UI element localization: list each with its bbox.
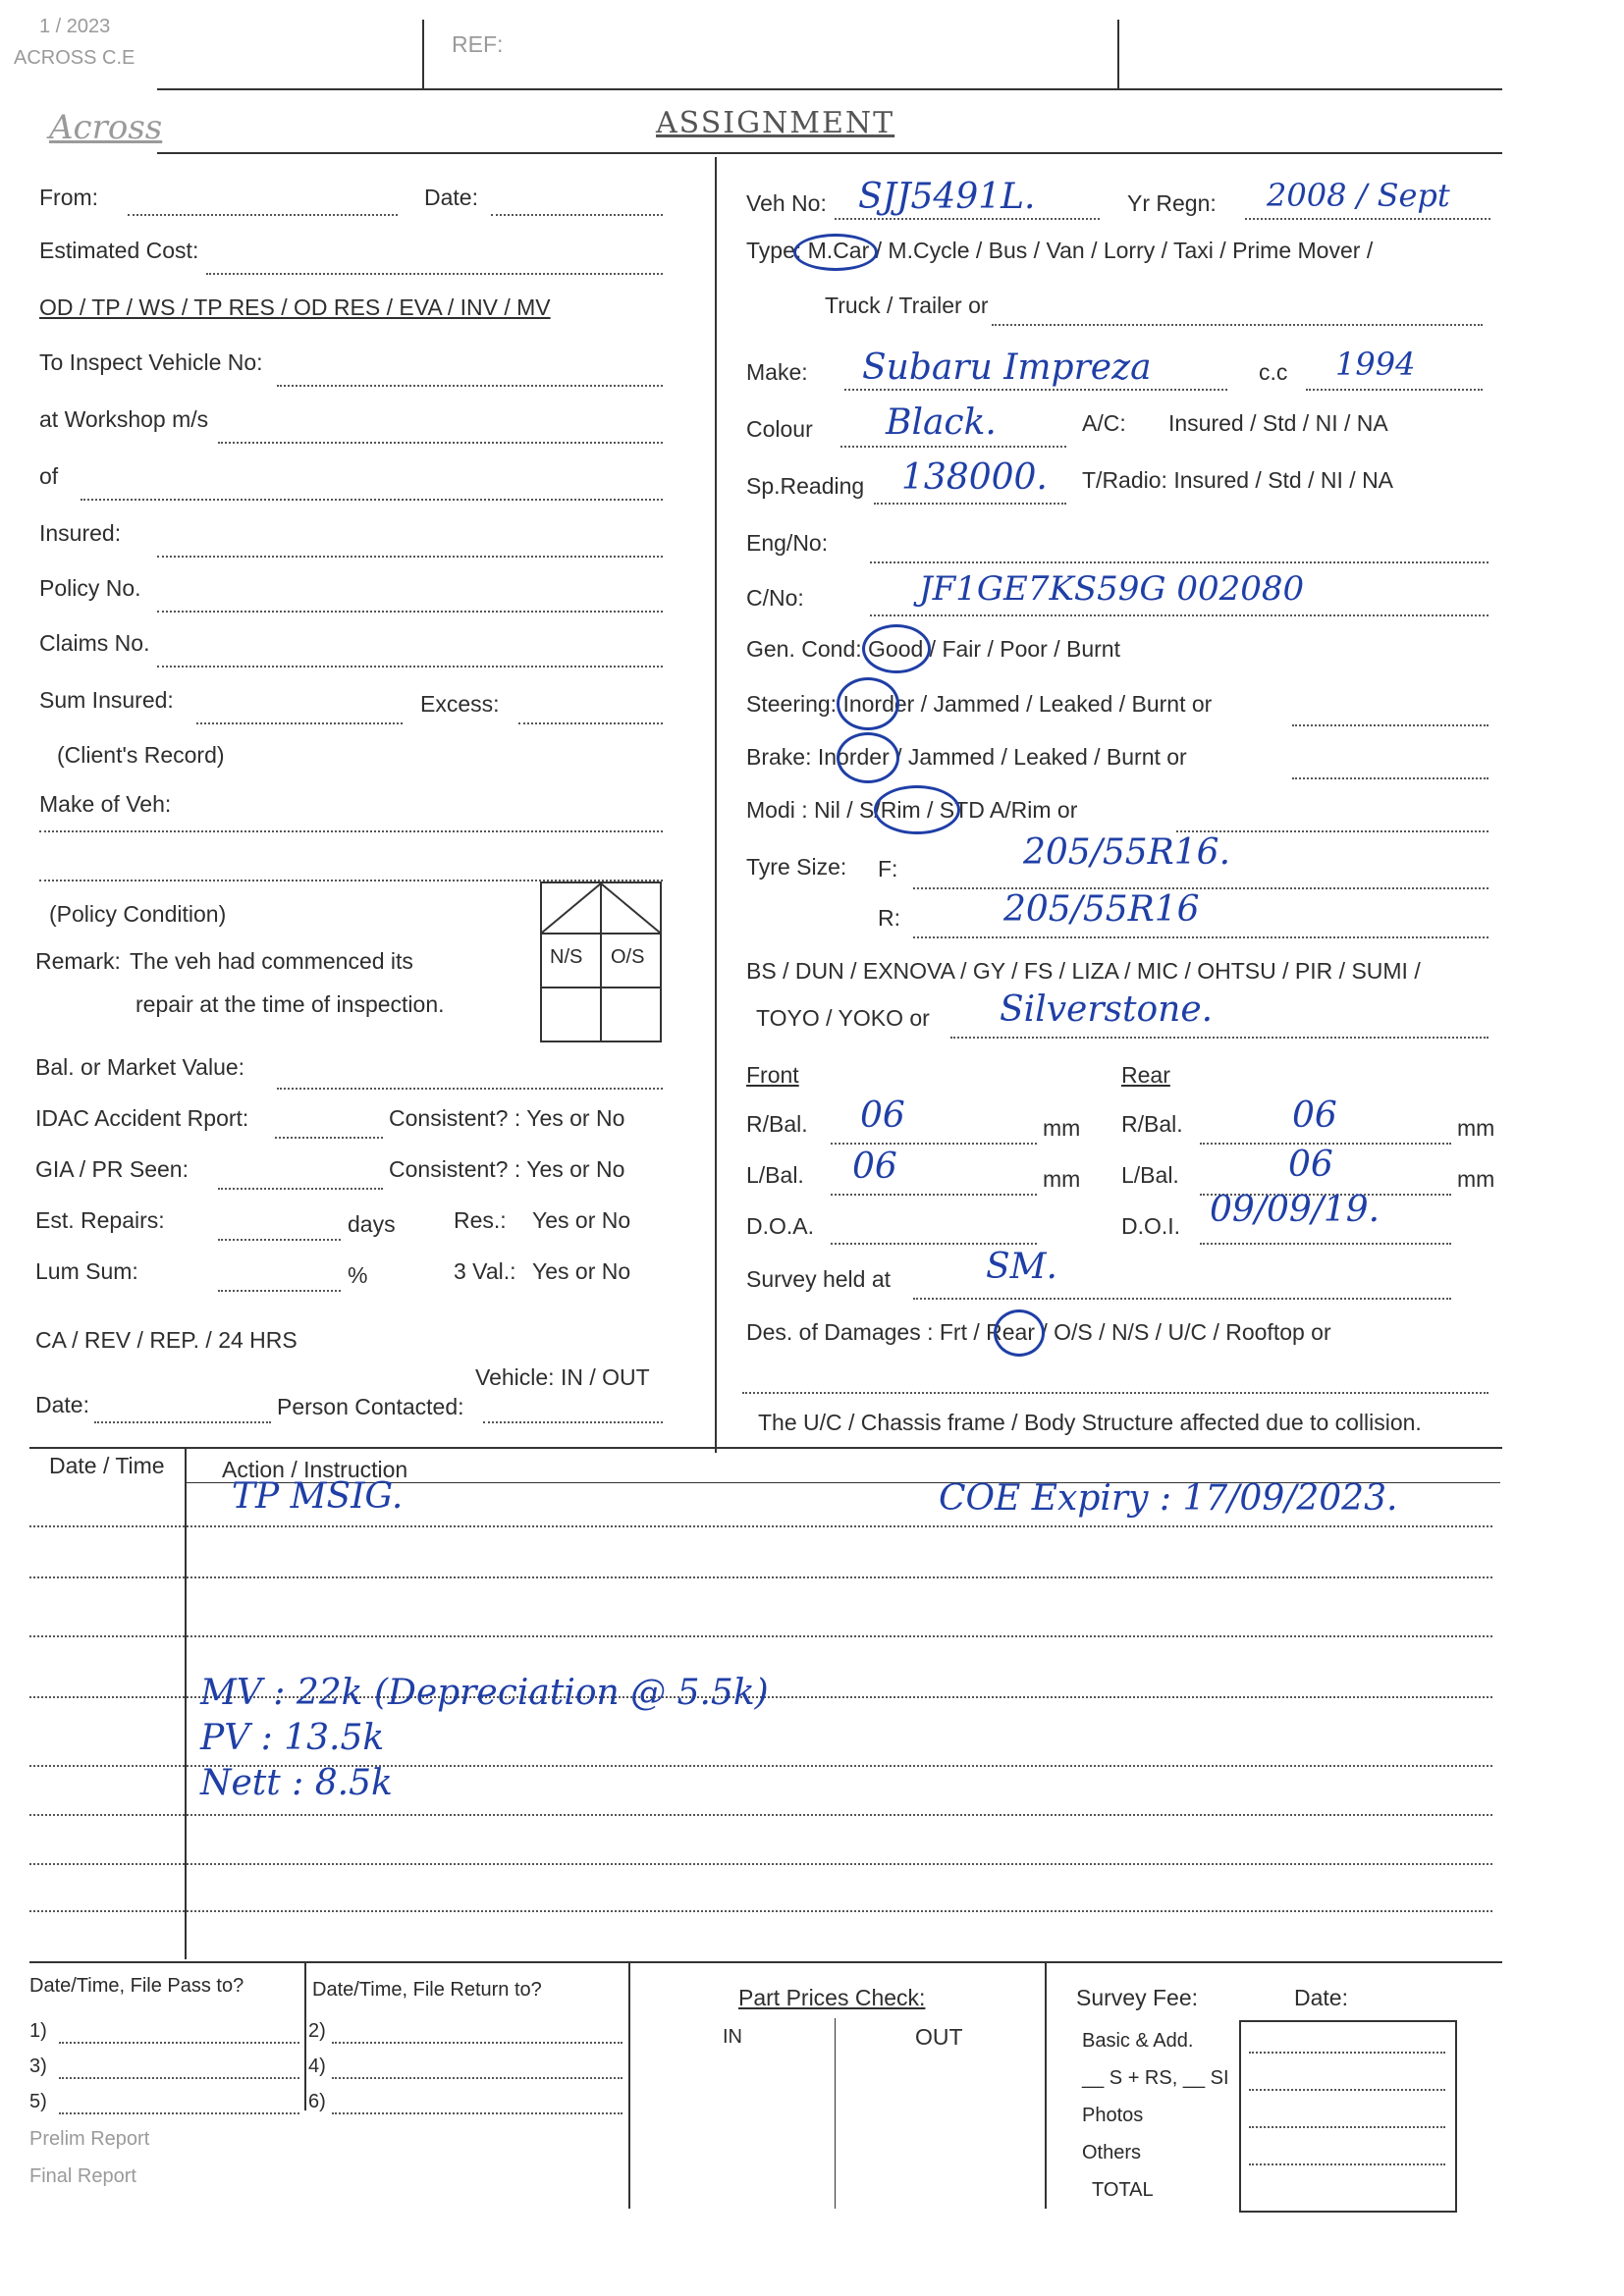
title-rule	[157, 152, 1502, 154]
log-entry-tp-msig: TP MSIG.	[232, 1476, 404, 1517]
cc-label: c.c	[1259, 359, 1288, 385]
vehicle-type-options: Type: M.Car / M.Cycle / Bus / Van / Lorry / Taxi / Prime Mover /	[746, 238, 1374, 263]
claims-no-field[interactable]	[157, 666, 663, 667]
ac-label: A/C:	[1082, 410, 1126, 436]
yr-regn-field	[1245, 218, 1490, 220]
rear-lbal-label: L/Bal.	[1121, 1162, 1179, 1188]
front-lbal-label: L/Bal.	[746, 1162, 804, 1188]
truck-trailer-field[interactable]	[992, 324, 1483, 326]
front-rbal-mm: mm	[1043, 1115, 1081, 1141]
yr-regn-value[interactable]: 2008 / Sept	[1267, 177, 1450, 214]
fee-line-1[interactable]	[1249, 2052, 1445, 2054]
sum-insured-field[interactable]	[196, 722, 403, 724]
log-entry-mv: MV : 22k (Depreciation @ 5.5k)	[200, 1673, 769, 1713]
tyre-rear-label: R:	[878, 905, 900, 931]
fee-others: Others	[1082, 2142, 1142, 2163]
remark-line-1: The veh had commenced its	[130, 948, 413, 974]
front-heading: Front	[746, 1062, 799, 1088]
part-prices-in: IN	[723, 2026, 742, 2048]
column-divider	[715, 157, 717, 1453]
tradio-options: T/Radio: Insured / Std / NI / NA	[1082, 467, 1394, 493]
ca-rev-options: CA / REV / REP. / 24 HRS	[35, 1327, 298, 1353]
tyre-front-value[interactable]: 205/55R16.	[1023, 832, 1231, 873]
modi-options: Modi : Nil / S/Rim / STD A/Rim or	[746, 797, 1078, 823]
return-2: 2)	[308, 2020, 326, 2042]
workshop-label: at Workshop m/s	[39, 406, 209, 432]
doi-field	[1200, 1243, 1451, 1245]
log-line-1[interactable]	[29, 1525, 1492, 1527]
tyre-brand-field	[950, 1037, 1489, 1039]
rear-rbal-value[interactable]: 06	[1292, 1095, 1337, 1136]
rear-lbal-mm: mm	[1457, 1166, 1495, 1192]
doa-label: D.O.A.	[746, 1213, 815, 1239]
make-of-veh-label: Make of Veh:	[39, 791, 172, 817]
ac-options: Insured / Std / NI / NA	[1168, 410, 1388, 436]
return-4-field[interactable]	[332, 2077, 623, 2079]
val3-label: 3 Val.:	[454, 1258, 516, 1284]
assignment-codes: OD / TP / WS / TP RES / OD RES / EVA / INV / MV	[39, 294, 551, 320]
pass-5: 5)	[29, 2091, 47, 2112]
gia-label: GIA / PR Seen:	[35, 1156, 189, 1182]
from-field[interactable]	[128, 214, 398, 216]
sp-reading-value[interactable]: 138000.	[901, 457, 1048, 498]
rear-rbal-mm: mm	[1457, 1115, 1495, 1141]
person-contacted-label: Person Contacted:	[277, 1394, 464, 1419]
pass-3-field[interactable]	[59, 2077, 299, 2079]
lum-sum-field[interactable]	[218, 1290, 341, 1292]
fee-total: TOTAL	[1092, 2179, 1154, 2201]
gen-cond-good-circle	[862, 624, 931, 673]
date2-field[interactable]	[94, 1421, 271, 1423]
header-divider-left	[422, 20, 424, 88]
colour-value[interactable]: Black.	[886, 402, 997, 443]
log-entry-pv: PV : 13.5k	[200, 1718, 385, 1758]
estimated-cost-label: Estimated Cost:	[39, 238, 199, 263]
rear-lbal-value[interactable]: 06	[1288, 1145, 1333, 1185]
gia-field[interactable]	[218, 1188, 383, 1190]
os-label: O/S	[611, 946, 645, 968]
policy-no-label: Policy No.	[39, 575, 141, 601]
brake-other-field[interactable]	[1292, 777, 1489, 779]
damage-options: Des. of Damages : Frt / Rear / O/S / N/S / U/C / Rooftop or	[746, 1319, 1331, 1345]
final-report-label: Final Report	[29, 2165, 136, 2187]
footer-divider-2	[628, 1963, 630, 2209]
front-lbal-field	[831, 1194, 1037, 1196]
part-prices-out: OUT	[915, 2024, 963, 2050]
res-yes-no: Yes or No	[532, 1207, 631, 1233]
idac-field[interactable]	[275, 1137, 383, 1139]
damage-other-field[interactable]	[742, 1392, 1489, 1394]
return-2-field[interactable]	[332, 2042, 623, 2044]
return-4: 4)	[308, 2056, 326, 2077]
idac-label: IDAC Accident Rport:	[35, 1105, 249, 1131]
front-rbal-field	[831, 1143, 1037, 1145]
steering-inorder-circle	[837, 677, 899, 730]
colour-field	[840, 446, 1066, 448]
corner-ref-line1: 1 / 2023	[39, 16, 111, 37]
consistent-2: Consistent? : Yes or No	[389, 1156, 625, 1182]
survey-fee-label: Survey Fee:	[1076, 1985, 1198, 2010]
pass-3: 3)	[29, 2056, 47, 2077]
c-no-value[interactable]: JF1GE7KS59G 002080	[919, 569, 1305, 609]
company-stamp: Across	[49, 108, 163, 147]
fee-photos: Photos	[1082, 2105, 1144, 2126]
of-label: of	[39, 463, 59, 489]
part-prices-divider	[835, 2018, 836, 2209]
log-line-7[interactable]	[29, 1863, 1492, 1865]
date-label: Date:	[424, 185, 478, 210]
bal-market-field[interactable]	[277, 1088, 663, 1090]
pass-5-field[interactable]	[59, 2112, 299, 2114]
file-pass-label: Date/Time, File Pass to?	[29, 1975, 244, 1997]
uc-chassis-text: The U/C / Chassis frame / Body Structure affected due to collision.	[758, 1410, 1422, 1435]
gen-cond-options: Gen. Cond: Good / Fair / Poor / Burnt	[746, 636, 1120, 662]
val3-yes-no: Yes or No	[532, 1258, 631, 1284]
ref-label: REF:	[452, 31, 504, 57]
front-lbal-mm: mm	[1043, 1166, 1081, 1192]
c-no-label: C/No:	[746, 585, 804, 611]
eng-no-field[interactable]	[870, 561, 1489, 563]
toyo-yoko-label: TOYO / YOKO or	[756, 1005, 930, 1031]
tyre-front-field	[913, 887, 1489, 889]
return-6: 6)	[308, 2091, 326, 2112]
steering-options: Steering: Inorder / Jammed / Leaked / Burnt or	[746, 691, 1213, 717]
doi-value[interactable]: 09/09/19.	[1210, 1190, 1380, 1230]
ns-label: N/S	[550, 946, 583, 968]
log-col-action: Action / Instruction	[222, 1457, 408, 1482]
tyre-front-label: F:	[878, 856, 898, 881]
file-return-label: Date/Time, File Return to?	[312, 1979, 542, 2001]
sp-reading-label: Sp.Reading	[746, 473, 865, 499]
header-divider-right	[1117, 20, 1119, 88]
tyre-brand-value[interactable]: Silverstone.	[1000, 989, 1214, 1030]
estimated-cost-field[interactable]	[206, 273, 663, 275]
front-rbal-label: R/Bal.	[746, 1111, 808, 1137]
claims-no-label: Claims No.	[39, 630, 150, 656]
type-mcar-circle	[793, 234, 878, 271]
pass-1: 1)	[29, 2020, 47, 2042]
footer-top-rule	[29, 1961, 1502, 1963]
brake-options: Brake: Inorder / Jammed / Leaked / Burnt or	[746, 744, 1187, 770]
brake-inorder-circle	[837, 732, 899, 783]
log-entry-nett: Nett : 8.5k	[200, 1763, 393, 1803]
sp-reading-field	[874, 503, 1066, 505]
make-label: Make:	[746, 359, 808, 385]
modi-srim-circle	[874, 785, 960, 834]
workshop-field[interactable]	[218, 442, 663, 444]
est-repairs-label: Est. Repairs:	[35, 1207, 165, 1233]
veh-no-label: Veh No:	[746, 190, 827, 216]
front-rbal-value[interactable]: 06	[860, 1095, 905, 1136]
veh-no-value[interactable]: SJJ5491L.	[858, 177, 1036, 217]
date2-label: Date:	[35, 1392, 89, 1417]
sum-insured-label: Sum Insured:	[39, 687, 174, 713]
bal-market-label: Bal. or Market Value:	[35, 1054, 245, 1080]
remark-line-2: repair at the time of inspection.	[135, 991, 445, 1017]
of-field[interactable]	[81, 499, 663, 501]
fee-line-2[interactable]	[1249, 2089, 1445, 2091]
truck-trailer-label: Truck / Trailer or	[825, 293, 989, 318]
res-label: Res.:	[454, 1207, 507, 1233]
vehicle-in-out: Vehicle: IN / OUT	[475, 1364, 650, 1390]
days-label: days	[348, 1211, 396, 1237]
rear-heading: Rear	[1121, 1062, 1170, 1088]
log-line-3[interactable]	[29, 1635, 1492, 1637]
fee-line-4[interactable]	[1249, 2163, 1445, 2165]
clients-record-label: (Client's Record)	[57, 742, 225, 768]
yr-regn-label: Yr Regn:	[1127, 190, 1217, 216]
lum-sum-label: Lum Sum:	[35, 1258, 138, 1284]
return-6-field[interactable]	[332, 2112, 623, 2114]
fee-amount-box[interactable]	[1239, 2020, 1457, 2213]
survey-held-label: Survey held at	[746, 1266, 892, 1292]
make-value[interactable]: Subaru Impreza	[862, 347, 1152, 388]
person-contacted-field[interactable]	[483, 1421, 663, 1423]
header-rule	[157, 88, 1502, 90]
vehicle-roof-icon	[542, 883, 660, 933]
excess-field[interactable]	[518, 722, 663, 724]
inspect-vehicle-label: To Inspect Vehicle No:	[39, 349, 263, 375]
survey-held-field	[913, 1298, 1451, 1300]
log-top-rule	[29, 1447, 1502, 1449]
from-label: From:	[39, 185, 99, 210]
eng-no-label: Eng/No:	[746, 530, 829, 556]
cc-field	[1306, 389, 1483, 391]
footer-divider-3	[1045, 1963, 1047, 2209]
prelim-report-label: Prelim Report	[29, 2128, 150, 2150]
fee-line-3[interactable]	[1249, 2126, 1445, 2128]
rear-rbal-label: R/Bal.	[1121, 1111, 1183, 1137]
policy-no-field[interactable]	[157, 611, 663, 613]
survey-held-value[interactable]: SM.	[986, 1247, 1057, 1287]
veh-no-field	[835, 218, 1100, 220]
fee-basic-add: Basic & Add.	[1082, 2030, 1194, 2052]
insured-field[interactable]	[157, 556, 663, 558]
c-no-field	[870, 614, 1489, 616]
consistent-1: Consistent? : Yes or No	[389, 1105, 625, 1131]
doa-field[interactable]	[831, 1243, 1037, 1245]
colour-label: Colour	[746, 416, 813, 442]
insured-label: Insured:	[39, 520, 122, 546]
log-line-2[interactable]	[29, 1576, 1492, 1578]
tyre-brand-options: BS / DUN / EXNOVA / GY / FS / LIZA / MIC / OHTSU / PIR / SUMI /	[746, 958, 1421, 984]
est-repairs-field[interactable]	[218, 1239, 341, 1241]
steering-other-field[interactable]	[1292, 724, 1489, 726]
part-prices-label: Part Prices Check:	[738, 1985, 926, 2010]
page-title: ASSIGNMENT	[656, 106, 895, 140]
log-line-6[interactable]	[29, 1814, 1492, 1816]
footer-divider-1	[304, 1963, 306, 2110]
corner-ref-line2: ACROSS C.E	[14, 47, 135, 69]
log-col-datetime: Date / Time	[49, 1453, 165, 1478]
inspect-vehicle-field[interactable]	[277, 385, 663, 387]
remark-label: Remark:	[35, 948, 121, 974]
percent-label: %	[348, 1262, 368, 1288]
policy-condition-label: (Policy Condition)	[49, 901, 227, 927]
excess-label: Excess:	[420, 691, 500, 717]
make-field	[844, 389, 1227, 391]
date-field[interactable]	[491, 214, 663, 216]
pass-1-field[interactable]	[59, 2042, 299, 2044]
log-entry-coe-expiry: COE Expiry : 17/09/2023.	[939, 1478, 1398, 1519]
log-line-8[interactable]	[29, 1910, 1492, 1912]
front-lbal-value[interactable]: 06	[852, 1147, 897, 1187]
cc-value[interactable]: 1994	[1335, 346, 1416, 383]
tyre-size-label: Tyre Size:	[746, 854, 847, 880]
damage-rear-circle	[994, 1309, 1045, 1357]
fee-date-label: Date:	[1294, 1985, 1348, 2010]
fee-s-rs-si: __ S + RS, __ SI	[1082, 2067, 1229, 2089]
make-of-veh-field-1[interactable]	[39, 830, 663, 832]
doi-label: D.O.I.	[1121, 1213, 1181, 1239]
tyre-rear-field	[913, 936, 1489, 938]
ns-os-diagram	[540, 881, 662, 1042]
tyre-rear-value[interactable]: 205/55R16	[1003, 889, 1200, 930]
